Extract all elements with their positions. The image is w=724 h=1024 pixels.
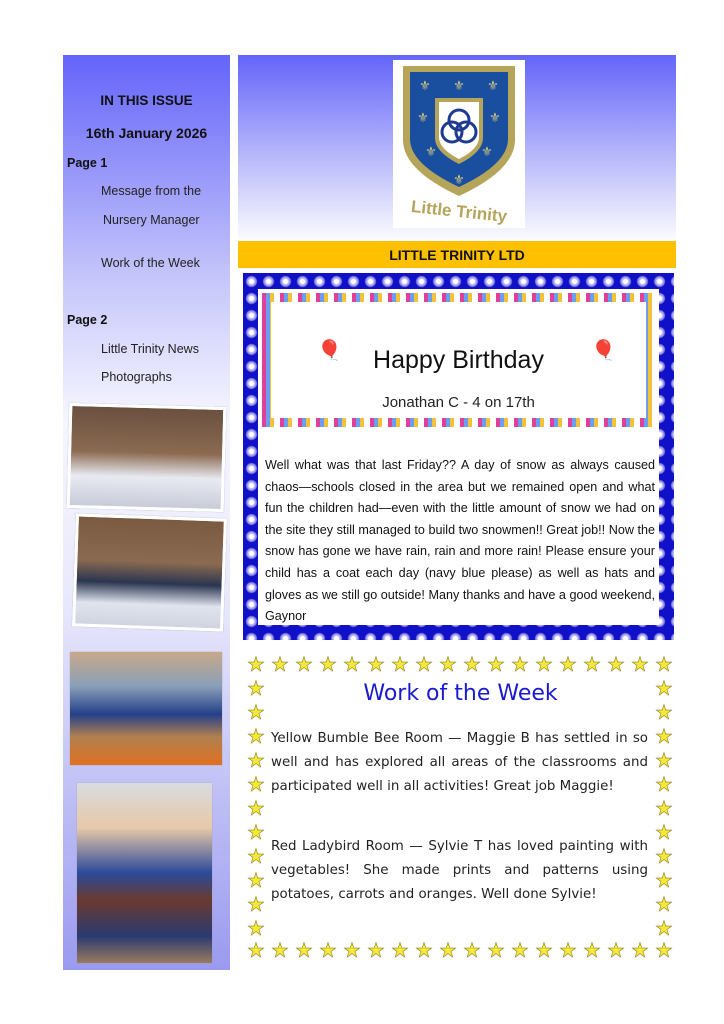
- star-icon: ★: [247, 870, 265, 892]
- balloon-icon: 🎈: [591, 340, 616, 362]
- star-icon: ★: [655, 750, 673, 772]
- star-icon: ★: [655, 822, 673, 844]
- logo: [393, 60, 525, 228]
- star-icon: ★: [655, 678, 673, 700]
- svg-text:⚜: ⚜: [489, 110, 501, 125]
- star-icon: ★: [271, 940, 289, 962]
- work-entry: Red Ladybird Room — Sylvie T has loved painting with vegetables! She made prints and patterns using potatoes, carrots and oranges. Well done Sylvie!: [271, 839, 648, 902]
- star-icon: ★: [415, 940, 433, 962]
- star-icon: ★: [607, 654, 625, 676]
- star-icon: ★: [487, 654, 505, 676]
- balloon-icon: 🎈: [317, 340, 342, 362]
- star-icon: ★: [559, 654, 577, 676]
- star-icon: ★: [391, 654, 409, 676]
- star-icon: ★: [655, 894, 673, 916]
- star-icon: ★: [415, 654, 433, 676]
- birthday-title: Happy Birthday: [373, 346, 544, 374]
- svg-text:⚜: ⚜: [487, 78, 499, 93]
- star-icon: ★: [391, 940, 409, 962]
- work-of-week-title: Work of the Week: [363, 681, 558, 706]
- star-icon: ★: [271, 654, 289, 676]
- svg-text:⚜: ⚜: [417, 110, 429, 125]
- contents-item: Photographs: [101, 370, 172, 384]
- star-icon: ★: [247, 940, 265, 962]
- work-entry: Yellow Bumble Bee Room — Maggie B has settled in so well and has explored all areas of the classrooms and participated well in all activities! Great job Maggie!: [271, 731, 648, 794]
- balloon-border: [262, 293, 655, 427]
- svg-text:⚜: ⚜: [419, 78, 431, 93]
- svg-text:⚜: ⚜: [453, 172, 465, 187]
- star-icon: ★: [247, 918, 265, 940]
- star-icon: ★: [583, 654, 601, 676]
- star-icon: ★: [343, 940, 361, 962]
- star-icon: ★: [439, 654, 457, 676]
- star-icon: ★: [319, 940, 337, 962]
- star-icon: ★: [247, 774, 265, 796]
- child-photo-1: [70, 652, 222, 765]
- issue-heading: IN THIS ISSUE: [100, 93, 193, 108]
- page1-label: Page 1: [67, 156, 108, 170]
- contents-item: Nursery Manager: [103, 213, 200, 227]
- star-icon: ★: [487, 940, 505, 962]
- star-icon: ★: [247, 726, 265, 748]
- star-icon: ★: [247, 654, 265, 676]
- star-icon: ★: [511, 654, 529, 676]
- manager-message: Well what was that last Friday?? A day of snow as always caused chaos—schools closed in the area but we remained open and what fun the children had—even with the little amount of snow we had on the site they still managed to build two snowmen!! Great job!! Now the snow has gone we have rain, rain and more rain! Please ensure your child has a coat each day (navy blue please) as well as hats and gloves as we still go outside! Many thanks and have a good weekend, Gaynor: [265, 458, 655, 624]
- star-icon: ★: [631, 940, 649, 962]
- star-icon: ★: [631, 654, 649, 676]
- star-icon: ★: [655, 774, 673, 796]
- star-icon: ★: [655, 798, 673, 820]
- star-icon: ★: [535, 940, 553, 962]
- birthday-message-box: [243, 273, 674, 640]
- page2-label: Page 2: [67, 313, 108, 327]
- star-icon: ★: [439, 940, 457, 962]
- contents-item: Message from the: [101, 184, 202, 198]
- star-icon: ★: [607, 940, 625, 962]
- star-icon: ★: [655, 940, 673, 962]
- star-icon: ★: [463, 654, 481, 676]
- star-icon: ★: [655, 846, 673, 868]
- shield-crest-icon: [393, 60, 525, 200]
- star-icon: ★: [655, 702, 673, 724]
- star-icon: ★: [247, 894, 265, 916]
- issue-date: 16th January 2026: [85, 125, 208, 141]
- star-icon: ★: [367, 654, 385, 676]
- svg-text:⚜: ⚜: [425, 144, 437, 159]
- star-icon: ★: [343, 654, 361, 676]
- star-icon: ★: [535, 654, 553, 676]
- star-icon: ★: [583, 940, 601, 962]
- snow-photo-2: [72, 513, 227, 631]
- star-icon: ★: [511, 940, 529, 962]
- star-icon: ★: [655, 726, 673, 748]
- contents-item: Work of the Week: [101, 256, 200, 270]
- star-icon: ★: [247, 846, 265, 868]
- star-icon: ★: [247, 798, 265, 820]
- star-icon: ★: [247, 702, 265, 724]
- star-icon: ★: [367, 940, 385, 962]
- star-icon: ★: [247, 678, 265, 700]
- star-icon: ★: [247, 822, 265, 844]
- svg-text:⚜: ⚜: [481, 144, 493, 159]
- star-icon: ★: [295, 940, 313, 962]
- snow-photo-1: [67, 403, 227, 512]
- star-icon: ★: [655, 918, 673, 940]
- header-banner: [238, 55, 676, 240]
- star-icon: ★: [559, 940, 577, 962]
- company-banner: LITTLE TRINITY LTD: [238, 241, 676, 268]
- star-icon: ★: [655, 654, 673, 676]
- svg-text:⚜: ⚜: [453, 78, 465, 93]
- logo-text: Little Trinity: [410, 197, 508, 226]
- birthday-name: Jonathan C - 4 on 17th: [382, 394, 535, 411]
- star-icon: ★: [295, 654, 313, 676]
- star-icon: ★: [247, 750, 265, 772]
- child-photo-2: [77, 783, 212, 963]
- star-icon: ★: [319, 654, 337, 676]
- star-icon: ★: [655, 870, 673, 892]
- work-of-week-box: [245, 653, 676, 963]
- star-icon: ★: [463, 940, 481, 962]
- contents-item: Little Trinity News: [101, 342, 199, 356]
